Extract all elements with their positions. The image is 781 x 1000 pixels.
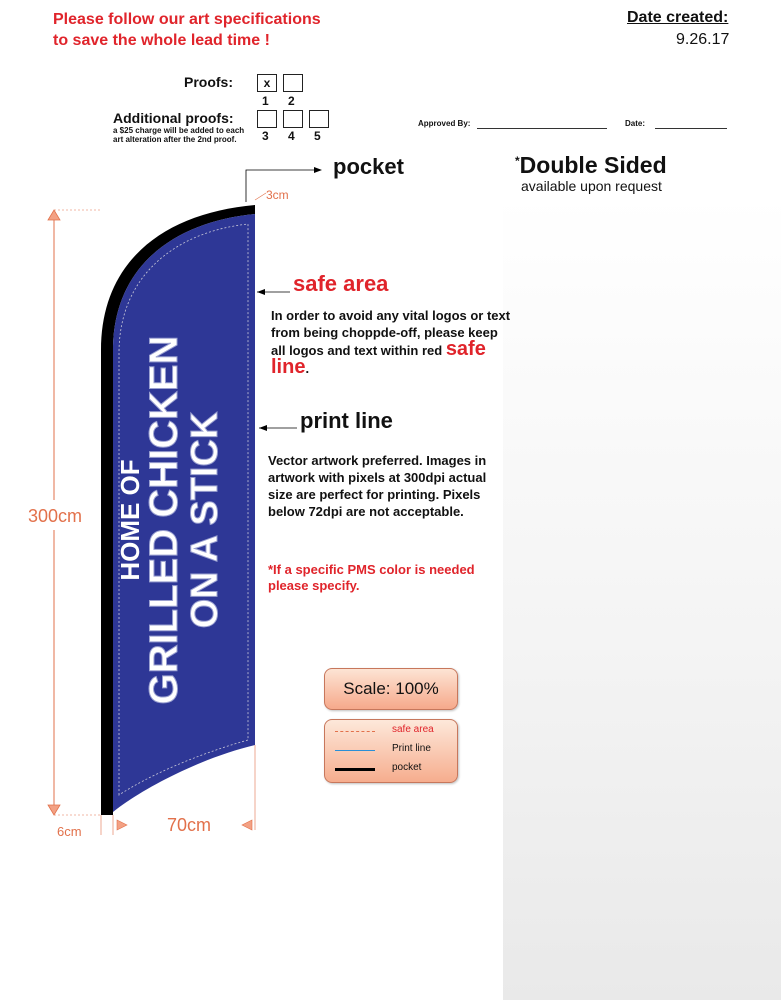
width-arrow-right (242, 820, 252, 830)
legend (324, 719, 458, 783)
legend-label-print-line: Print line (392, 743, 431, 754)
pocket-swatch (335, 768, 375, 771)
print-line-swatch (335, 750, 375, 751)
safe-area-text: In order to avoid any vital logos or text from being choppde-off, please keep all logos and text within red (271, 308, 511, 358)
date-created-label: Date created: (627, 9, 729, 26)
print-line-leader-arrow (259, 425, 267, 431)
legend-item-print-line (325, 742, 457, 758)
safe-area-swatch (335, 731, 375, 732)
proofs-label: Proofs: (184, 74, 233, 90)
legend-label-safe-area: safe area (392, 724, 434, 735)
height-label: 300cm (27, 506, 83, 526)
double-sided-subtitle: available upon request (521, 178, 662, 194)
warning-line-1: Please follow our art specifications (53, 11, 321, 28)
double-sided-text: Double Sided (519, 152, 667, 178)
double-sided-title (515, 152, 667, 179)
proof-charge-note: a $25 charge will be added to each art alteration after the 2nd proof. (113, 126, 245, 144)
legend-label-pocket: pocket (392, 762, 422, 773)
date-created-value: 9.26.17 (676, 31, 730, 48)
legend-item-pocket (325, 761, 457, 777)
safe-line-period: . (305, 361, 310, 376)
height-arrow-bottom (48, 805, 60, 815)
flag-text-home-of: HOME OF (115, 459, 145, 581)
additional-proof-number-3: 3 (262, 129, 269, 143)
safe-area-leader-arrow (257, 289, 265, 295)
additional-proof-number-5: 5 (314, 129, 321, 143)
vector-artwork-note: Vector artwork preferred. Images in artwork with pixels at 300dpi actual size are perfect for printing. Pixels below 72dpi are not acceptable. (268, 453, 487, 519)
warning-line-2: to save the whole lead time ! (53, 32, 270, 49)
double-sided-asterisk: * (515, 154, 520, 168)
proof-number-2: 2 (288, 94, 295, 108)
pocket-offset-label: 3cm (266, 188, 289, 202)
print-line-title: print line (300, 408, 393, 433)
legend-item-safe-area (325, 723, 457, 739)
proof-checkbox-1[interactable]: x (257, 74, 277, 92)
width-arrow-left (117, 820, 127, 830)
safe-area-description (271, 307, 511, 377)
pole-width-label: 6cm (57, 824, 82, 839)
width-label: 70cm (166, 815, 212, 835)
height-arrow-top (48, 210, 60, 220)
pms-color-note: *If a specific PMS color is needed please specify. (268, 562, 475, 593)
approval-date-label: Date: (625, 119, 646, 128)
pocket-callout: pocket (333, 154, 404, 179)
pocket-leader-arrow (314, 167, 322, 173)
pocket-offset-line (255, 193, 266, 200)
scale-badge: Scale: 100% (324, 668, 458, 710)
safe-area-title: safe area (293, 271, 389, 296)
approved-by-label: Approved By: (418, 119, 471, 128)
additional-proofs-label: Additional proofs: (113, 110, 234, 126)
flag-text-on-a-stick: ON A STICK (184, 411, 226, 629)
safe-line-inline: safe line (271, 338, 486, 378)
additional-proof-number-4: 4 (288, 129, 295, 143)
proof-number-1: 1 (262, 94, 269, 108)
flag-text-grilled-chicken: GRILLED CHICKEN (142, 335, 186, 705)
